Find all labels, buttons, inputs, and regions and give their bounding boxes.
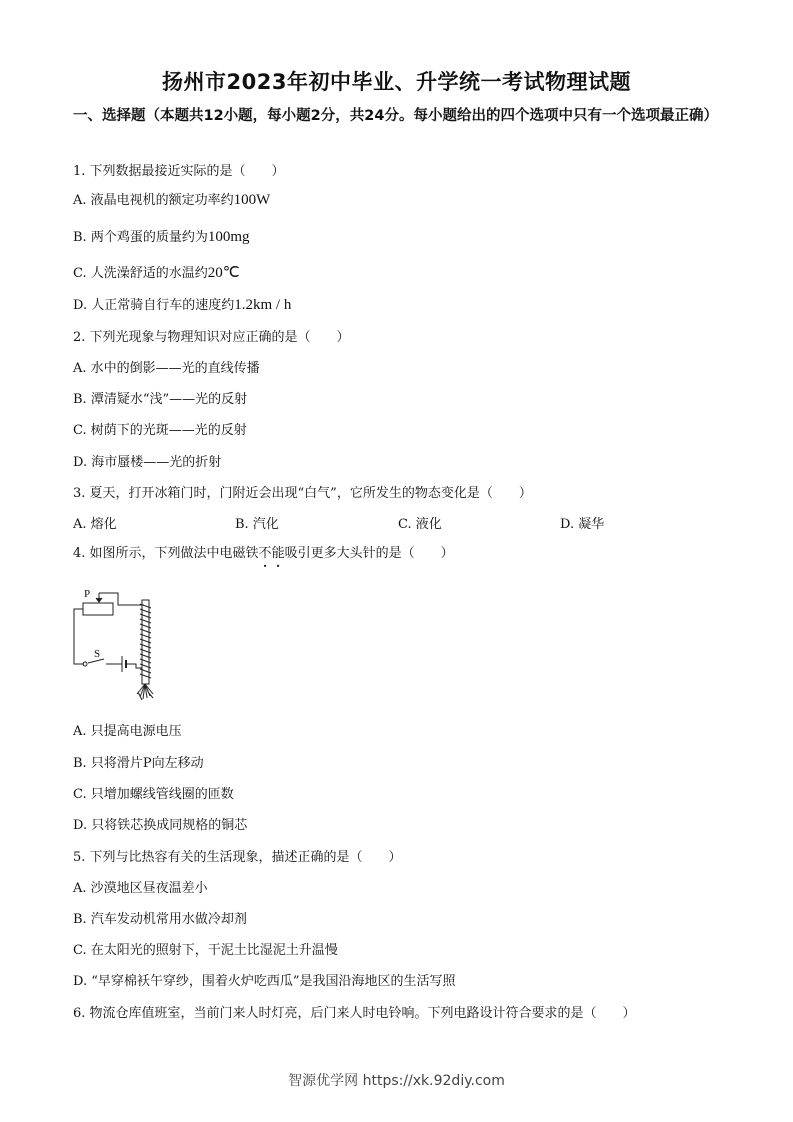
q1-option-a-value: 100W <box>233 192 271 208</box>
electromagnet-circuit-figure <box>70 584 170 704</box>
q1-option-d-text: D. 人正常骑自行车的速度约 <box>73 298 235 313</box>
q2-option-c: C. 树荫下的光斑——光的反射 <box>73 423 247 438</box>
pins <box>137 684 153 700</box>
q1-option-d-value: 1.2km / h <box>234 297 292 313</box>
q4-option-d: D. 只将铁芯换成同规格的铜芯 <box>73 818 248 833</box>
label-p: P <box>84 588 91 600</box>
wire-left <box>74 609 84 664</box>
q4-stem-pre: 4. 如图所示，下列做法中电磁铁 <box>73 546 259 561</box>
q4-stem-emphasis-2: 能 <box>271 546 285 561</box>
q3-stem: 3. 夏天，打开冰箱门时，门附近会出现“白气”，它所发生的物态变化是（ ） <box>73 486 532 501</box>
q1-stem: 1. 下列数据最接近实际的是（ ） <box>73 164 285 179</box>
q1-option-c-value: 20℃ <box>207 265 240 281</box>
q4-option-a: A. 只提高电源电压 <box>73 724 182 739</box>
q5-option-b: B. 汽车发动机常用水做冷却剂 <box>73 912 247 927</box>
rheostat <box>83 603 113 615</box>
q4-option-b: B. 只将滑片P向左移动 <box>73 756 204 771</box>
q4-option-c: C. 只增加螺线管线圈的匝数 <box>73 787 234 802</box>
q2-option-a: A. 水中的倒影——光的直线传播 <box>73 361 260 376</box>
slider-arrowhead <box>96 598 102 602</box>
q1-option-c <box>73 262 240 282</box>
page-title: 扬州市2023年初中毕业、升学统一考试物理试题 <box>162 70 631 94</box>
q3-option-c: C. 液化 <box>398 517 442 532</box>
q6-stem: 6. 物流仓库值班室，当前门来人时灯亮，后门来人时电铃响。下列电路设计符合要求的是（ ） <box>73 1006 636 1021</box>
q1-option-a-text: A. 液晶电视机的额定功率约 <box>73 193 234 208</box>
q2-option-d: D. 海市蜃楼——光的折射 <box>73 455 222 470</box>
q1-option-a <box>73 189 270 209</box>
q4-stem-emphasis-1: 不 <box>258 546 272 561</box>
q5-option-c: C. 在太阳光的照射下，干泥土比湿泥土升温慢 <box>73 943 338 958</box>
q2-option-b: B. 潭清疑水“浅”——光的反射 <box>73 392 248 407</box>
q1-option-d <box>73 294 291 314</box>
q1-option-c-text: C. 人洗澡舒适的水温约 <box>73 266 208 281</box>
q1-option-b <box>73 226 250 246</box>
footer-watermark: 智源优学网 https://xk.92diy.com <box>288 1073 505 1089</box>
section-heading: 一、选择题（本题共12小题，每小题2分，共24分。每小题给出的四个选项中只有一个选项最正确） <box>73 108 718 124</box>
q5-option-a: A. 沙漠地区昼夜温差小 <box>73 881 208 896</box>
q3-option-b: B. 汽化 <box>235 517 279 532</box>
q4-stem <box>73 542 454 561</box>
q3-option-a: A. 熔化 <box>73 517 117 532</box>
label-s: S <box>94 648 101 660</box>
wire-bottom-2 <box>126 664 142 668</box>
q1-option-b-text: B. 两个鸡蛋的质量约为 <box>73 230 208 245</box>
q2-stem: 2. 下列光现象与物理知识对应正确的是（ ） <box>73 330 350 345</box>
q3-option-d: D. 凝华 <box>560 517 605 532</box>
q4-stem-post: 吸引更多大头针的是（ ） <box>284 546 454 561</box>
q5-option-d: D. “早穿棉袄午穿纱，围着火炉吃西瓜”是我国沿海地区的生活写照 <box>73 974 456 989</box>
q5-stem: 5. 下列与比热容有关的生活现象，描述正确的是（ ） <box>73 850 402 865</box>
q1-option-b-value: 100mg <box>207 229 250 245</box>
